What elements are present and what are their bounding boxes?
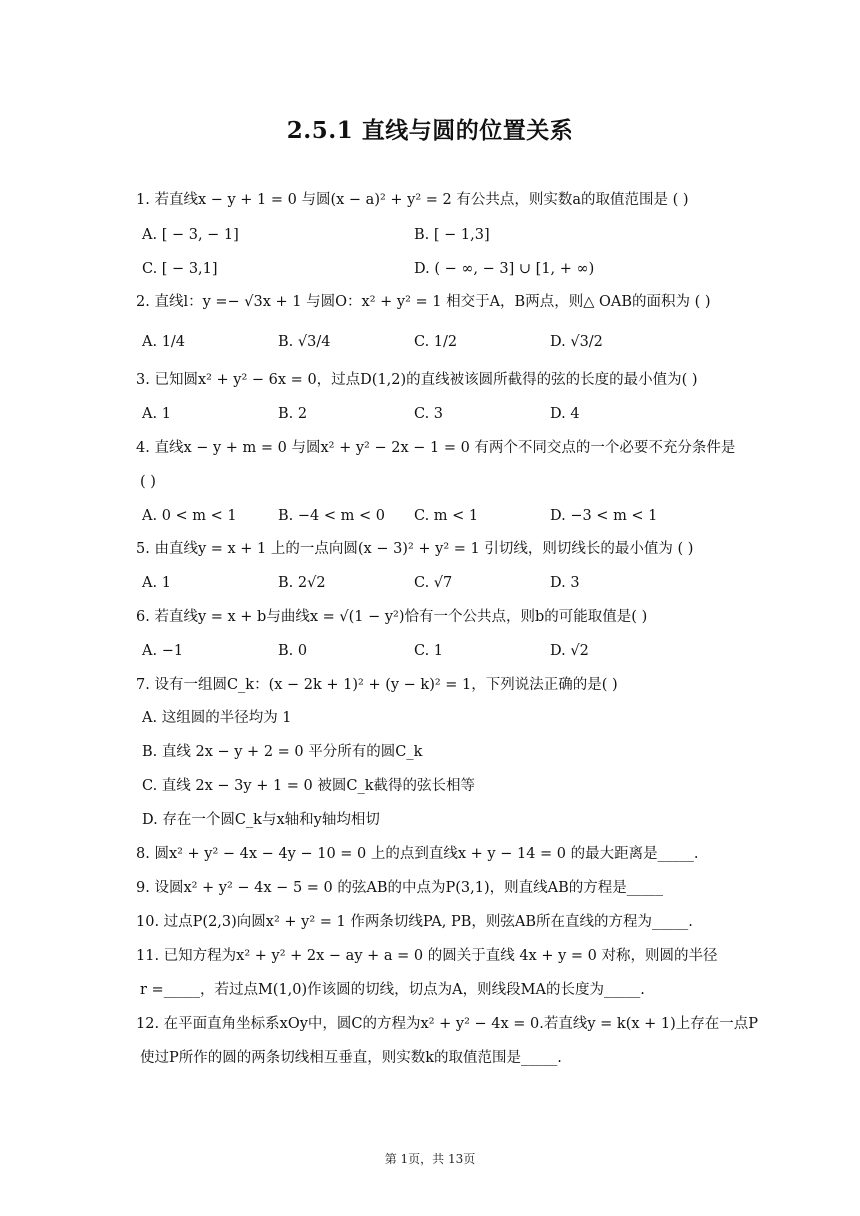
q5-option-a: A. 1 (142, 575, 171, 591)
q2-option-c: C. 1/2 (414, 334, 458, 350)
question-8: 8. 圆x² + y² − 4x − 4y − 10 = 0 上的点到直线x + y − 14 = 0 的最大距离是_____. (136, 846, 699, 862)
q4-option-b: B. −4 < m < 0 (278, 508, 385, 524)
q5-option-c: C. √7 (414, 575, 453, 591)
question-5: 5. 由直线y = x + 1 上的一点向圆(x − 3)² + y² = 1 引切线，则切线长的最小值为 ( ) (136, 541, 694, 557)
q3-option-b: B. 2 (278, 406, 308, 422)
question-10: 10. 过点P(2,3)向圆x² + y² = 1 作两条切线PA, PB，则弦AB所在直线的方程为_____. (136, 914, 693, 930)
question-3: 3. 已知圆x² + y² − 6x = 0，过点D(1,2)的直线被该圆所截得的弦的长度的最小值为( ) (136, 372, 698, 388)
q3-option-a: A. 1 (142, 406, 171, 422)
question-4-continuation: ( ) (140, 474, 156, 490)
q3-option-d: D. 4 (550, 406, 580, 422)
question-9: 9. 设圆x² + y² − 4x − 5 = 0 的弦AB的中点为P(3,1)，则直线AB的方程是_____ (136, 880, 664, 896)
q5-option-d: D. 3 (550, 575, 580, 591)
question-2: 2. 直线l：y =− √3x + 1 与圆O：x² + y² = 1 相交于A，B两点，则△ OAB的面积为 ( ) (136, 294, 711, 310)
page-footer: 第 1页，共 13页 (384, 1152, 476, 1166)
page-title: 2.5.1 直线与圆的位置关系 (286, 117, 574, 144)
q6-option-d: D. √2 (550, 643, 589, 659)
q6-option-b: B. 0 (278, 643, 308, 659)
q5-option-b: B. 2√2 (278, 575, 326, 591)
question-4: 4. 直线x − y + m = 0 与圆x² + y² − 2x − 1 = 0 有两个不同交点的一个必要不充分条件是 (136, 440, 736, 456)
q4-option-a: A. 0 < m < 1 (142, 508, 237, 524)
q6-option-a: A. −1 (142, 643, 184, 659)
question-11-continuation: r =_____，若过点M(1,0)作该圆的切线，切点为A，则线段MA的长度为_____. (140, 982, 645, 998)
q4-option-d: D. −3 < m < 1 (550, 508, 658, 524)
question-11: 11. 已知方程为x² + y² + 2x − ay + a = 0 的圆关于直线 4x + y = 0 对称，则圆的半径 (136, 948, 718, 964)
q7-option-b: B. 直线 2x − y + 2 = 0 平分所有的圆C_k (142, 744, 423, 760)
q3-option-c: C. 3 (414, 406, 444, 422)
q1-option-a: A. [ − 3, − 1] (142, 227, 239, 243)
question-6: 6. 若直线y = x + b与曲线x = √(1 − y²)恰有一个公共点，则b的可能取值是( ) (136, 609, 648, 625)
q6-option-c: C. 1 (414, 643, 444, 659)
question-1: 1. 若直线x − y + 1 = 0 与圆(x − a)² + y² = 2 有公共点，则实数a的取值范围是 ( ) (136, 192, 689, 208)
question-12-continuation: 使过P所作的圆的两条切线相互垂直，则实数k的取值范围是_____. (140, 1050, 562, 1066)
q1-option-c: C. [ − 3,1] (142, 261, 218, 277)
question-12: 12. 在平面直角坐标系xOy中，圆C的方程为x² + y² − 4x = 0.若直线y = k(x + 1)上存在一点P (136, 1016, 759, 1032)
q7-option-d: D. 存在一个圆C_k与x轴和y轴均相切 (142, 812, 380, 828)
q4-option-c: C. m < 1 (414, 508, 479, 524)
q2-option-a: A. 1/4 (142, 334, 186, 350)
question-7: 7. 设有一组圆C_k：(x − 2k + 1)² + (y − k)² = 1，下列说法正确的是( ) (136, 677, 618, 693)
q7-option-c: C. 直线 2x − 3y + 1 = 0 被圆C_k截得的弦长相等 (142, 778, 476, 794)
q1-option-d: D. ( − ∞, − 3] ∪ [1, + ∞) (414, 261, 595, 277)
q1-option-b: B. [ − 1,3] (414, 227, 490, 243)
q7-option-a: A. 这组圆的半径均为 1 (142, 710, 292, 726)
q2-option-b: B. √3/4 (278, 334, 331, 350)
q2-option-d: D. √3/2 (550, 334, 603, 350)
